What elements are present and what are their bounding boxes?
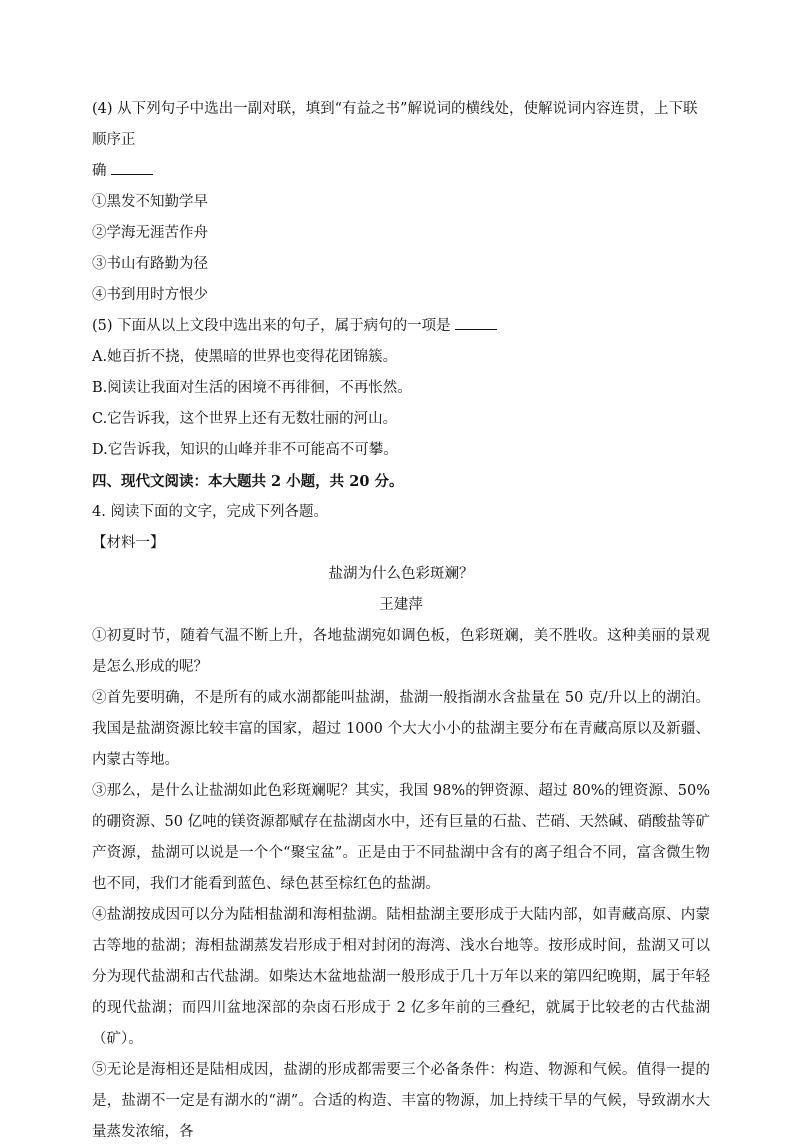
answer-blank [455,315,497,330]
paragraph-3: ③那么，是什么让盐湖如此色彩斑斓呢？其实，我国 98%的钾资源、超过 80%的锂资源、50%的硼资源、50 亿吨的镁资源都赋存在盐湖卤水中，还有巨量的石盐、芒硝、天然碱、硝酸盐等矿产资源，盐湖可以说是一个个“聚宝盆”。正是由于不同盐湖中含有的离子组合不同，富含微生物也不同，我们才能看到蓝色、绿色甚至棕红色的盐湖。 [92,783,710,892]
q5-option-d: D.它告诉我，知识的山峰并非不可能高不可攀。 [92,442,398,458]
q4-option-3: ③书山有路勤为径 [92,256,208,272]
q4-stem-line2 [92,156,710,187]
q5-option-c: C.它告诉我，这个世界上还有无数壮丽的河山。 [92,411,398,427]
q4-stem-line1: (4) 从下列句子中选出一副对联，填到“有益之书”解说词的横线处，使解说词内容连贯，上下联顺序正 [92,101,698,148]
paragraph-2: ②首先要明确，不是所有的咸水湖都能叫盐湖，盐湖一般指湖水含盐量在 50 克/升以上的湖泊。我国是盐湖资源比较丰富的国家，超过 1000 个大大小小的盐湖主要分布在青藏高原以及新疆、内蒙古等地。 [92,690,710,768]
article-title: 盐湖为什么色彩斑斓？ [328,566,474,582]
answer-blank [111,160,153,175]
paragraph-1: ①初夏时节，随着气温不断上升，各地盐湖宛如调色板，色彩斑斓，美不胜收。这种美丽的景观是怎么形成的呢？ [92,628,710,675]
q4-stem-line2-text: 确 [92,163,107,179]
q4-option-4: ④书到用时方恨少 [92,287,208,303]
q4-option-2: ②学海无涯苦作舟 [92,225,208,241]
q5-option-a: A.她百折不挠，使黑暗的世界也变得花团锦簇。 [92,349,398,365]
q4-option-1: ①黑发不知勤学早 [92,194,208,210]
paragraph-5: ⑤无论是海相还是陆相成因，盐湖的形成都需要三个必备条件：构造、物源和气候。值得一提的是，盐湖不一定是有湖水的“湖”。合适的构造、丰富的物源，加上持续干旱的气候，导致湖水大量蒸发浓缩，各 [92,1062,710,1140]
section-instruction: 4. 阅读下面的文字，完成下列各题。 [92,504,328,520]
material-label: 【材料一】 [92,535,165,551]
q5-stem [92,311,710,342]
q5-stem-text: (5) 下面从以上文段中选出来的句子，属于病句的一项是 [92,318,451,334]
section-heading: 四、现代文阅读：本大题共 2 小题，共 20 分。 [92,473,404,490]
paragraph-4: ④盐湖按成因可以分为陆相盐湖和海相盐湖。陆相盐湖主要形成于大陆内部，如青藏高原、内蒙古等地的盐湖；海相盐湖蒸发岩形成于相对封闭的海湾、浅水台地等。按形成时间，盐湖又可以分为现代盐湖和古代盐湖。如柴达木盆地盐湖一般形成于几十万年以来的第四纪晚期，属于年轻的现代盐湖；而四川盆地深部的杂卤石形成于 2 亿多年前的三叠纪，就属于比较老的古代盐湖（矿）。 [92,907,710,1047]
q5-option-b: B.阅读让我面对生活的困境不再徘徊，不再怅然。 [92,380,412,396]
top-margin [92,0,710,94]
article-author: 王建萍 [379,597,423,613]
